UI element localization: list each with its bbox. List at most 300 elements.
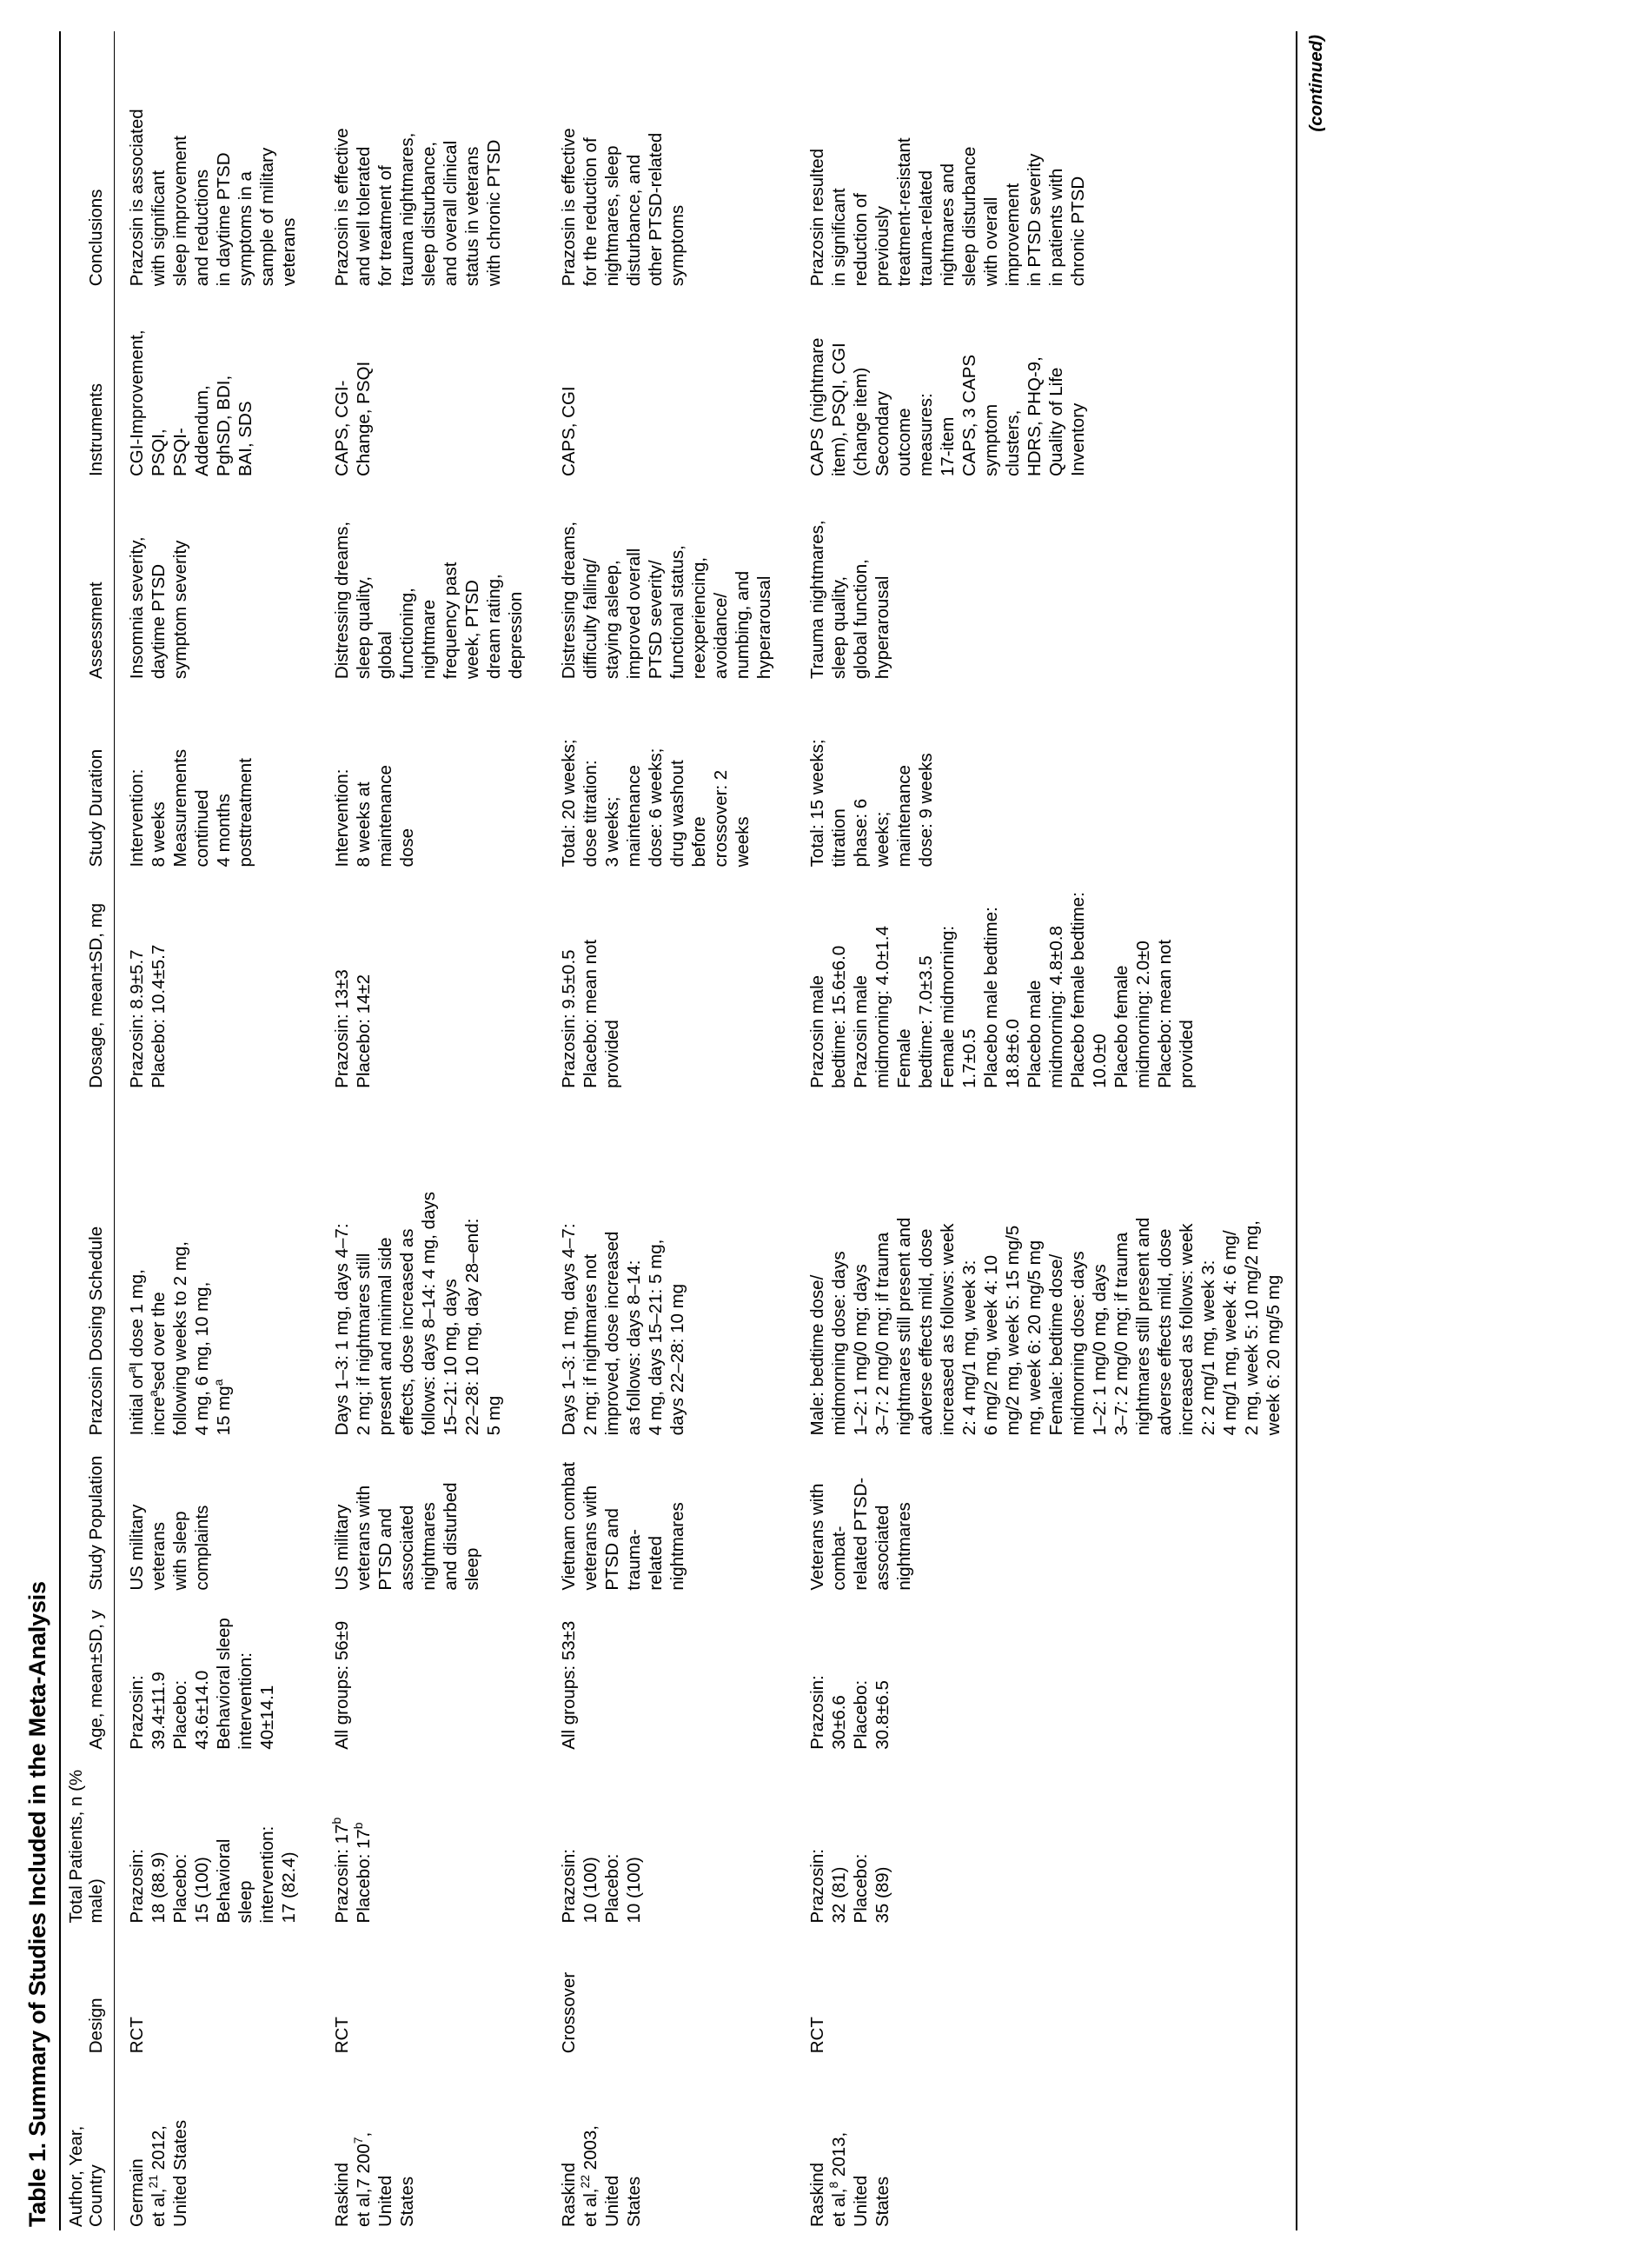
cell-line: nightmares and	[937, 163, 958, 287]
cell-population	[795, 1439, 1297, 1593]
cell-line: 1–2: 1 mg/0 mg, days	[1089, 1264, 1110, 1436]
cell-line: Prazosin resulted	[806, 148, 827, 287]
cell-line: Prazosin male	[806, 974, 827, 1088]
cell-line: nightmares still present and	[1132, 1217, 1153, 1436]
cell-line: dose: 9 weeks	[915, 753, 936, 867]
cell-design	[114, 1926, 311, 2057]
cell-line: trauma nightmares,	[396, 132, 417, 287]
cell-line: Germain	[126, 2158, 147, 2227]
cell-assessment	[320, 480, 538, 682]
row-spacer-cell	[538, 31, 547, 2230]
cell-line: PTSD severity/	[645, 560, 666, 680]
cell-line: Placebo:	[169, 1679, 190, 1750]
cell-line: 10.0±0	[1089, 1034, 1110, 1088]
cell-age	[795, 1594, 1297, 1753]
cell-line: 3–7: 2 mg/0 mg; if trauma	[1111, 1232, 1131, 1436]
cell-line: 4 months	[213, 794, 234, 867]
cell-line: 30.8±6.5	[872, 1680, 892, 1750]
cell-line: 5 mg	[483, 1395, 504, 1436]
cell-line: hyperarousal	[872, 575, 892, 680]
cell-line: maintenance	[375, 765, 395, 867]
cell-line: Total: 20 weeks;	[558, 739, 579, 867]
cell-line: Prazosin: 17$^b$	[329, 1817, 352, 1924]
cell-line: for the reduction of	[580, 137, 600, 287]
cell-line: Placebo:	[850, 1679, 871, 1750]
cell-line: Placebo female bedtime:	[1067, 892, 1088, 1088]
cell-line: 2 mg; if nightmares not	[580, 1253, 600, 1436]
cell-dosage	[547, 870, 786, 1091]
cell-line: nightmares	[418, 1502, 439, 1591]
cell-line: Addendum,	[191, 385, 212, 477]
header-line: Study Duration	[85, 748, 106, 867]
cell-line: combat-	[828, 1526, 849, 1591]
cell-line: weeks	[732, 816, 753, 867]
cell-line: phase: 6	[850, 798, 871, 867]
cell-line: All groups: 56±9	[331, 1620, 352, 1750]
cell-line: 1.7±0.5	[959, 1028, 979, 1088]
cell-line: Placebo male	[1024, 980, 1045, 1088]
cell-line: 3 weeks;	[601, 796, 622, 867]
cell-duration	[795, 682, 1297, 870]
cell-line: symptom severity	[169, 540, 190, 680]
cell-line: 15 (100)	[191, 1857, 212, 1924]
cell-line: Total: 15 weeks;	[806, 739, 827, 867]
table-body	[114, 31, 1297, 2230]
cell-line: functioning,	[396, 588, 417, 680]
cell-design	[547, 1926, 786, 2057]
cell-line: continued	[191, 789, 212, 867]
cell-line: 8 weeks at	[353, 781, 374, 867]
cell-line: veterans with	[353, 1485, 374, 1591]
column-header-dosage	[60, 870, 114, 1091]
cell-line: in significant	[828, 188, 849, 287]
cell-dosing-schedule	[320, 1092, 538, 1439]
cell-line: 18.8±6.0	[1002, 1019, 1023, 1088]
cell-assessment	[547, 480, 786, 682]
cell-line: related PTSD-	[850, 1477, 871, 1591]
cell-line: clusters,	[1002, 409, 1023, 477]
column-header-duration	[60, 682, 114, 870]
cell-conclusions	[114, 31, 311, 289]
cell-population	[114, 1439, 311, 1593]
cell-line: Veterans with	[806, 1483, 827, 1591]
cell-line: symptoms	[667, 204, 687, 287]
cell-line: related	[645, 1535, 666, 1591]
cell-line: Female: bedtime dose/	[1045, 1253, 1066, 1436]
cell-line: nightmare	[418, 599, 439, 680]
cell-line: 4 mg, 6 mg, 10 mg,	[191, 1281, 212, 1436]
cell-line: sample of military	[256, 147, 277, 287]
cell-line: Male: bedtime dose/	[806, 1274, 827, 1436]
column-header-dosing-schedule	[60, 1092, 114, 1439]
cell-dosage	[114, 870, 311, 1091]
cell-line: increased as follows: week	[937, 1223, 958, 1436]
cell-line: PTSD and	[601, 1508, 622, 1591]
cell-author	[795, 2057, 1297, 2230]
cell-line: PghSD, BDI,	[213, 375, 234, 477]
cell-line: States	[623, 2176, 644, 2227]
cell-line: United	[375, 2175, 395, 2227]
cell-line: US military	[331, 1504, 352, 1591]
cell-line: Raskind	[806, 2162, 827, 2227]
cell-line: provided	[601, 1020, 622, 1088]
cell-line: symptom	[980, 403, 1001, 477]
cell-line: et al,$^8$ 2013,	[826, 2131, 849, 2227]
header-line: Age, mean±SD, y	[85, 1610, 106, 1750]
cell-line: Distressing dreams,	[558, 521, 579, 680]
cell-line: with significant	[148, 170, 169, 287]
cell-line: 10 (100)	[580, 1857, 600, 1924]
cell-line: 35 (89)	[872, 1866, 892, 1924]
cell-line: nightmares still present and	[893, 1217, 914, 1436]
cell-line: Days 1–3: 1 mg, days 4–7:	[558, 1223, 579, 1436]
cell-line: item), PSQI, CGI	[828, 342, 849, 477]
cell-line: Female midmorning:	[937, 926, 958, 1088]
cell-line: dose: 6 weeks;	[645, 748, 666, 867]
cell-line: RCT	[806, 2017, 827, 2054]
cell-line: and overall clinical	[440, 140, 461, 287]
cell-line: other PTSD-related	[645, 132, 666, 287]
cell-line: veterans	[278, 217, 299, 287]
cell-instruments	[114, 289, 311, 480]
cell-line: States	[396, 2176, 417, 2227]
header-line: Conclusions	[85, 189, 106, 287]
header-line: Study Population	[85, 1455, 106, 1591]
cell-line: with sleep	[169, 1511, 190, 1591]
cell-line: avoidance/	[710, 592, 731, 680]
cell-instruments	[547, 289, 786, 480]
cell-line: Vietnam combat	[558, 1461, 579, 1591]
cell-line: global function,	[850, 559, 871, 680]
cell-line: days 22–28: 10 mg	[667, 1283, 687, 1436]
table-title: Table 1. Summary of Studies Included in the Meta-Analysis	[24, 1581, 50, 2227]
cell-conclusions	[795, 31, 1297, 289]
cell-line: trauma-	[623, 1529, 644, 1591]
cell-line: CAPS (nightmare	[806, 337, 827, 477]
cell-line: Prazosin is associated	[126, 109, 147, 287]
cell-patients	[795, 1753, 1297, 1927]
cell-line: HDRS, PHQ-9,	[1024, 356, 1045, 477]
cell-line: sleep disturbance,	[418, 141, 439, 287]
cell-line: associated	[872, 1505, 892, 1591]
cell-line: intervention:	[235, 1652, 255, 1750]
cell-line: 17-item	[937, 416, 958, 477]
column-header-instruments	[60, 289, 114, 480]
cell-line: week, PTSD	[461, 580, 482, 680]
cell-line: nightmares	[667, 1502, 687, 1591]
cell-line: Placebo: mean not	[580, 939, 600, 1088]
cell-line: Placebo female	[1111, 965, 1131, 1088]
cell-line: PSQI-	[169, 428, 190, 477]
cell-line: functional status,	[667, 545, 687, 680]
cell-line: Raskind	[558, 2162, 579, 2227]
cell-assessment	[795, 480, 1297, 682]
studies-table	[59, 31, 1297, 2230]
table-header-row	[60, 31, 114, 2230]
row-spacer-cell	[311, 31, 320, 2230]
reference-marker: 7	[351, 2137, 366, 2144]
cell-line: drug washout	[667, 760, 687, 867]
cell-line: Prazosin:	[126, 1849, 147, 1924]
cell-line: 2: 2 mg/1 mg, week 3:	[1198, 1260, 1218, 1436]
cell-line: Insomnia severity,	[126, 536, 147, 680]
cell-line: PSQI,	[148, 429, 169, 477]
cell-line: Prazosin male	[850, 974, 871, 1088]
cell-line: 4 mg, days 15–21: 5 mg,	[645, 1239, 666, 1436]
cell-line: Distressing dreams,	[331, 521, 352, 680]
cell-line: 10 (100)	[623, 1857, 644, 1924]
cell-population	[320, 1439, 538, 1593]
cell-line: midmorning dose: days	[1067, 1251, 1088, 1436]
cell-line: Prazosin is effective	[558, 128, 579, 287]
cell-line: provided	[1176, 1020, 1197, 1088]
cell-line: nightmares, sleep	[601, 145, 622, 287]
cell-line: incre$^a$sed over the	[146, 1292, 169, 1436]
cell-line: improved overall	[623, 548, 644, 680]
cell-line: trauma-related	[915, 170, 936, 287]
column-header-patients	[60, 1753, 114, 1927]
cell-line: sleep quality,	[353, 575, 374, 680]
cell-line: Quality of Life	[1045, 367, 1066, 477]
cell-line: 15 $mg^a$	[211, 1379, 234, 1436]
header-line: Instruments	[85, 382, 106, 477]
cell-instruments	[795, 289, 1297, 480]
cell-line: measures:	[915, 393, 936, 477]
cell-line: CGI-Improvement,	[126, 329, 147, 477]
column-header-age	[60, 1594, 114, 1753]
cell-line: before	[688, 816, 709, 867]
cell-line: maintenance	[893, 765, 914, 867]
cell-instruments	[320, 289, 538, 480]
cell-line: dose titration:	[580, 760, 600, 867]
cell-line: 1–2: 1 mg/0 mg; days	[850, 1264, 871, 1436]
reference-marker: a	[211, 1379, 226, 1386]
cell-duration	[114, 682, 311, 870]
cell-line: Days 1–3: 1 mg, days 4–7:	[331, 1223, 352, 1436]
cell-line: United	[850, 2175, 871, 2227]
cell-line: bedtime: 7.0±3.5	[915, 955, 936, 1088]
cell-line: sleep disturbance	[959, 146, 979, 287]
cell-line: Prazosin: 9.5±0.5	[558, 949, 579, 1088]
table-row	[320, 31, 538, 2230]
cell-line: Placebo: 14±2	[353, 974, 374, 1088]
cell-line: weeks;	[872, 811, 892, 867]
cell-line: 18 (88.9)	[148, 1851, 169, 1924]
cell-line: Measurements	[169, 748, 190, 867]
cell-line: All groups: 53±3	[558, 1620, 579, 1750]
cell-line: nightmares	[893, 1502, 914, 1591]
cell-line: midmorning dose: days	[828, 1251, 849, 1436]
cell-author	[547, 2057, 786, 2230]
cell-age	[320, 1594, 538, 1753]
row-spacer	[311, 31, 320, 2230]
reference-marker: b	[329, 1817, 344, 1825]
cell-line: staying asleep,	[601, 560, 622, 680]
cell-line: Prazosin:	[126, 1675, 147, 1750]
cell-line: 2 mg, week 5: 10 mg/2 mg,	[1241, 1220, 1262, 1436]
cell-line: follows: days 8–14: 4 mg, days	[418, 1192, 439, 1436]
cell-line: Placebo:	[601, 1853, 622, 1924]
cell-population	[547, 1439, 786, 1593]
reference-marker: 21	[146, 2175, 161, 2189]
cell-line: present and minimal side	[375, 1237, 395, 1436]
cell-line: improved, dose increased	[601, 1231, 622, 1436]
cell-line: Change, PSQI	[353, 361, 374, 477]
cell-line: in daytime PTSD	[213, 152, 234, 287]
cell-line: frequency past	[440, 562, 461, 680]
cell-line: CAPS, CGI-	[331, 380, 352, 477]
cell-line: Prazosin: 8.9±5.7	[126, 949, 147, 1088]
cell-line: depression	[505, 591, 526, 680]
cell-line: 17 (82.4)	[278, 1851, 299, 1924]
cell-line: 2: 4 mg/1 mg, week 3:	[959, 1260, 979, 1436]
cell-line: sleep improvement	[169, 136, 190, 287]
cell-line: 3–7: 2 mg/0 mg; if trauma	[872, 1232, 892, 1436]
cell-line: titration	[828, 808, 849, 867]
continued-note: (continued)	[1305, 35, 1326, 132]
cell-line: in PTSD severity	[1024, 153, 1045, 287]
cell-line: sleep	[461, 1547, 482, 1591]
cell-line: CAPS, 3 CAPS	[959, 354, 979, 477]
row-spacer	[786, 31, 795, 2230]
cell-line: numbing, and	[732, 570, 753, 680]
cell-line: 43.6±14.0	[191, 1670, 212, 1750]
cell-line: 30±6.6	[828, 1695, 849, 1750]
cell-line: 4 mg/1 mg, week 4: 6 mg/	[1219, 1230, 1240, 1436]
cell-line: (change item)	[850, 367, 871, 477]
cell-line: US military	[126, 1504, 147, 1591]
header-line: Design	[85, 1997, 106, 2054]
cell-line: midmorning: 2.0±0	[1132, 941, 1153, 1088]
cell-line: associated	[396, 1505, 417, 1591]
cell-age	[547, 1594, 786, 1753]
reference-marker: b	[351, 1822, 366, 1830]
column-header-author	[60, 2057, 114, 2230]
cell-line: mg, week 6: 20 mg/5 mg	[1024, 1240, 1045, 1436]
cell-duration	[320, 682, 538, 870]
cell-line: midmorning: 4.0±1.4	[872, 926, 892, 1088]
cell-line: and disturbed	[440, 1482, 461, 1591]
header-line: Prazosin Dosing Schedule	[85, 1226, 106, 1436]
cell-design	[795, 1926, 1297, 2057]
row-spacer	[538, 31, 547, 2230]
column-header-assessment	[60, 480, 114, 682]
cell-line: Placebo: 10.4±5.7	[148, 944, 169, 1088]
cell-line: Behavioral	[213, 1838, 234, 1924]
cell-line: following weeks to 2 mg,	[169, 1241, 190, 1436]
cell-line: RCT	[126, 2017, 147, 2054]
cell-line: PTSD and	[375, 1508, 395, 1591]
cell-line: crossover: 2	[710, 769, 731, 867]
cell-line: adverse effects mild, dose	[1154, 1228, 1175, 1436]
cell-line: week 6: 20 mg/5 mg	[1263, 1274, 1284, 1436]
cell-line: for treatment of	[375, 165, 395, 287]
cell-line: Crossover	[558, 1971, 579, 2054]
cell-line: United	[601, 2175, 622, 2227]
cell-line: United States	[169, 2119, 190, 2227]
cell-line: previously	[872, 206, 892, 287]
cell-patients	[320, 1753, 538, 1927]
cell-line: chronic PTSD	[1067, 176, 1088, 287]
cell-line: veterans	[148, 1522, 169, 1591]
cell-conclusions	[547, 31, 786, 289]
cell-line: 39.4±11.9	[148, 1672, 169, 1750]
cell-line: Prazosin: 13±3	[331, 969, 352, 1088]
header-line: Author, Year, Country	[66, 2125, 106, 2227]
cell-line: 40±14.1	[256, 1685, 277, 1750]
cell-line: improvement	[1002, 183, 1023, 287]
cell-line: Prazosin is effective	[331, 128, 352, 287]
cell-line: Placebo: mean not	[1154, 939, 1175, 1088]
column-header-population	[60, 1439, 114, 1593]
cell-line: 2 mg; if nightmares still	[353, 1253, 374, 1436]
cell-assessment	[114, 480, 311, 682]
cell-line: et al,$^{21}$ 2012,	[146, 2125, 169, 2227]
reference-marker: a	[146, 1390, 161, 1397]
cell-line: increased as follows: week	[1176, 1223, 1197, 1436]
cell-line: dream rating,	[483, 574, 504, 680]
cell-line: Placebo:	[169, 1853, 190, 1924]
cell-line: as follows: days 8–14:	[623, 1260, 644, 1436]
cell-line: Placebo male bedtime:	[980, 907, 1001, 1088]
cell-design	[320, 1926, 538, 2057]
cell-line: with chronic PTSD	[483, 139, 504, 287]
cell-line: Inventory	[1067, 402, 1088, 477]
table-row	[795, 31, 1297, 2230]
cell-line: BAI, SDS	[235, 401, 255, 477]
cell-line: 8 weeks	[148, 801, 169, 867]
cell-dosing-schedule	[547, 1092, 786, 1439]
table-header	[60, 31, 114, 2230]
reference-marker: 22	[578, 2175, 593, 2189]
cell-line: disturbance, and	[623, 154, 644, 287]
cell-line: 15–21: 10 mg, days	[440, 1279, 461, 1436]
cell-line: in patients with	[1045, 168, 1066, 287]
cell-line: Initial $or^al$ dose 1 mg,	[124, 1269, 147, 1436]
cell-line: dose	[396, 828, 417, 867]
cell-line: Placebo: 17$^b$	[351, 1822, 374, 1924]
cell-line: States	[872, 2176, 892, 2227]
cell-line: reexperiencing,	[688, 556, 709, 680]
cell-line: intervention:	[256, 1825, 277, 1924]
cell-line: treatment-resistant	[893, 137, 914, 287]
cell-line: sleep quality,	[828, 575, 849, 680]
reference-marker: 8	[826, 2181, 841, 2189]
table-row	[547, 31, 786, 2230]
cell-patients	[547, 1753, 786, 1927]
cell-author	[320, 2057, 538, 2230]
cell-line: hyperarousal	[753, 575, 774, 680]
cell-line: Prazosin:	[806, 1849, 827, 1924]
cell-line: posttreatment	[235, 758, 255, 867]
cell-line: with overall	[980, 196, 1001, 287]
cell-line: 22–28: 10 mg, day 28–end:	[461, 1218, 482, 1436]
cell-line: Prazosin:	[558, 1849, 579, 1924]
cell-line: adverse effects mild, dose	[915, 1228, 936, 1436]
cell-line: et al,$^{22}$ 2003,	[578, 2125, 600, 2227]
cell-line: difficulty falling/	[580, 558, 600, 680]
reference-marker: a	[124, 1366, 139, 1373]
cell-line: Trauma nightmares,	[806, 520, 827, 680]
cell-author	[114, 2057, 311, 2230]
cell-duration	[547, 682, 786, 870]
row-spacer-cell	[786, 31, 795, 2230]
cell-line: RCT	[331, 2017, 352, 2054]
cell-line: effects, dose increased as	[396, 1228, 417, 1436]
cell-line: symptoms in a	[235, 171, 255, 287]
cell-line: 6 mg/2 mg, week 4: 10	[980, 1254, 1001, 1436]
cell-line: and well tolerated	[353, 146, 374, 287]
